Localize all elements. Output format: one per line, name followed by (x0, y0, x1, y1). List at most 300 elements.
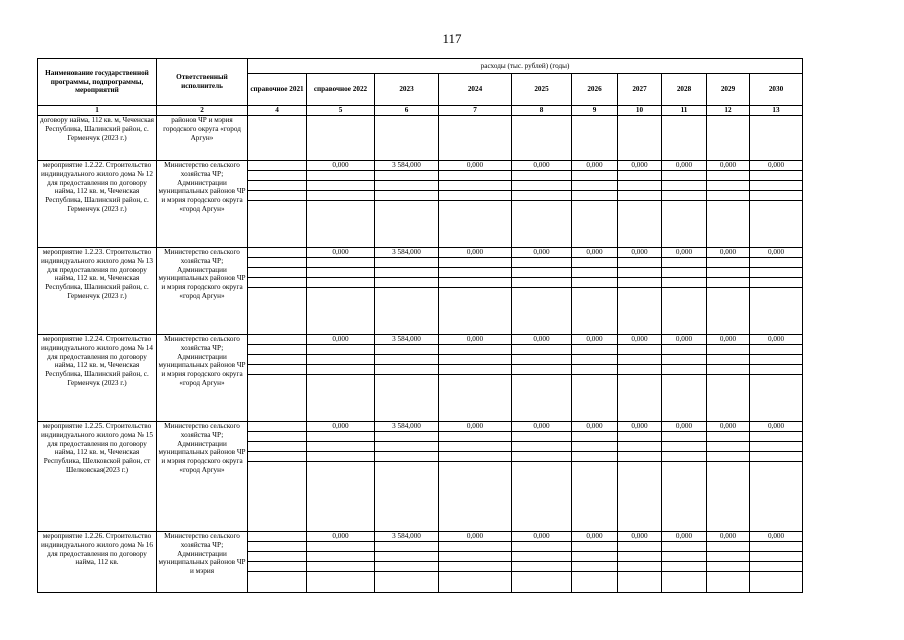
empty-cell (439, 278, 512, 288)
empty-cell (750, 171, 803, 181)
header-year: 2029 (707, 74, 750, 106)
empty-cell (512, 542, 572, 552)
empty-cell (375, 278, 439, 288)
value-cell: 0,000 (750, 532, 803, 542)
executor-name: Министерство сельского хозяйства ЧР; Администрации муниципальных районов ЧР и мэрия городского округа «город Аргун» (157, 248, 248, 335)
empty-cell (307, 191, 375, 201)
value-cell: 0,000 (662, 422, 707, 432)
empty-cell (512, 462, 572, 532)
value-cell: 0,000 (307, 161, 375, 171)
header-row (38, 59, 803, 74)
empty-cell (750, 191, 803, 201)
empty-cell (572, 191, 618, 201)
value-cell: 0,000 (707, 335, 750, 345)
empty-cell (618, 452, 662, 462)
empty-cell (248, 452, 307, 462)
value-cell: 0,000 (707, 532, 750, 542)
empty-cell (512, 345, 572, 355)
empty-cell (750, 442, 803, 452)
empty-cell (618, 171, 662, 181)
value-cell (248, 335, 307, 345)
empty-cell (572, 171, 618, 181)
empty-cell (512, 201, 572, 248)
header-year: 2026 (572, 74, 618, 106)
empty-cell (248, 562, 307, 572)
empty-cell (618, 116, 662, 161)
empty-cell (707, 288, 750, 335)
empty-cell (375, 572, 439, 593)
empty-cell (662, 355, 707, 365)
empty-cell (375, 365, 439, 375)
value-cell: 0,000 (439, 532, 512, 542)
value-cell: 0,000 (618, 335, 662, 345)
table-row (38, 422, 803, 432)
value-cell: 0,000 (307, 335, 375, 345)
empty-cell (707, 181, 750, 191)
table-header (38, 59, 803, 116)
empty-cell (307, 288, 375, 335)
empty-cell (375, 116, 439, 161)
empty-cell (439, 345, 512, 355)
empty-cell (248, 572, 307, 593)
empty-cell (572, 462, 618, 532)
table-body (38, 116, 803, 593)
header-year: 2027 (618, 74, 662, 106)
empty-cell (375, 462, 439, 532)
empty-cell (512, 258, 572, 268)
empty-cell (662, 552, 707, 562)
measure-name: мероприятие 1.2.24. Строительство индивидуального жилого дома № 14 для предоставления по договору найма, 112 кв. м, Чеченская Республика, Шалинский район, с. Герменчук (2023 г.) (38, 335, 157, 422)
measure-name: договору найма, 112 кв. м, Чеченская Республика, Шалинский район, с. Герменчук (2023 г.) (38, 116, 157, 161)
empty-cell (750, 278, 803, 288)
empty-cell (662, 452, 707, 462)
empty-cell (662, 278, 707, 288)
empty-cell (248, 442, 307, 452)
empty-cell (512, 191, 572, 201)
empty-cell (439, 552, 512, 562)
empty-cell (750, 542, 803, 552)
empty-cell (307, 171, 375, 181)
empty-cell (375, 355, 439, 365)
value-cell: 0,000 (662, 532, 707, 542)
empty-cell (375, 375, 439, 422)
empty-cell (750, 181, 803, 191)
empty-cell (707, 171, 750, 181)
empty-cell (248, 552, 307, 562)
empty-cell (707, 462, 750, 532)
empty-cell (750, 375, 803, 422)
empty-cell (750, 258, 803, 268)
empty-cell (375, 542, 439, 552)
empty-cell (248, 288, 307, 335)
empty-cell (750, 562, 803, 572)
value-cell: 0,000 (307, 422, 375, 432)
empty-cell (307, 268, 375, 278)
value-cell: 3 584,000 (375, 422, 439, 432)
empty-cell (572, 452, 618, 462)
empty-cell (248, 191, 307, 201)
measure-name: мероприятие 1.2.26. Строительство индивидуального жилого дома № 16 для предоставления по договору найма, 112 кв. (38, 532, 157, 593)
empty-cell (248, 355, 307, 365)
empty-cell (439, 452, 512, 462)
empty-cell (248, 432, 307, 442)
empty-cell (439, 268, 512, 278)
empty-cell (512, 432, 572, 442)
empty-cell (750, 116, 803, 161)
column-numbers-row (38, 106, 803, 116)
empty-cell (375, 171, 439, 181)
empty-cell (707, 201, 750, 248)
empty-cell (375, 442, 439, 452)
empty-cell (662, 562, 707, 572)
empty-cell (307, 552, 375, 562)
value-cell: 0,000 (512, 532, 572, 542)
table-row (38, 532, 803, 542)
value-cell (248, 248, 307, 258)
value-cell: 0,000 (750, 161, 803, 171)
empty-cell (307, 375, 375, 422)
value-cell: 0,000 (750, 248, 803, 258)
empty-cell (248, 268, 307, 278)
value-cell: 0,000 (707, 422, 750, 432)
empty-cell (618, 562, 662, 572)
empty-cell (750, 288, 803, 335)
empty-cell (248, 181, 307, 191)
empty-cell (662, 442, 707, 452)
empty-cell (750, 572, 803, 593)
empty-cell (248, 375, 307, 422)
empty-cell (439, 375, 512, 422)
empty-cell (307, 365, 375, 375)
header-year: 2028 (662, 74, 707, 106)
value-cell: 0,000 (707, 161, 750, 171)
empty-cell (375, 432, 439, 442)
empty-cell (512, 181, 572, 191)
empty-cell (572, 201, 618, 248)
value-cell: 0,000 (618, 161, 662, 171)
empty-cell (662, 171, 707, 181)
empty-cell (439, 365, 512, 375)
value-cell: 0,000 (572, 335, 618, 345)
value-cell: 0,000 (439, 248, 512, 258)
value-cell (248, 161, 307, 171)
table-row (38, 161, 803, 171)
executor-name: Министерство сельского хозяйства ЧР; Администрации муниципальных районов ЧР и мэрия городского округа «город Аргун» (157, 335, 248, 422)
empty-cell (375, 345, 439, 355)
empty-cell (618, 365, 662, 375)
value-cell: 0,000 (662, 248, 707, 258)
column-number: 10 (618, 106, 662, 116)
empty-cell (307, 201, 375, 248)
empty-cell (439, 542, 512, 552)
empty-cell (439, 462, 512, 532)
empty-cell (307, 116, 375, 161)
empty-cell (618, 258, 662, 268)
empty-cell (707, 572, 750, 593)
empty-cell (618, 375, 662, 422)
empty-cell (512, 452, 572, 462)
empty-cell (572, 542, 618, 552)
empty-cell (572, 258, 618, 268)
empty-cell (512, 116, 572, 161)
empty-cell (618, 181, 662, 191)
empty-cell (512, 562, 572, 572)
measure-name: мероприятие 1.2.25. Строительство индивидуального жилого дома № 15 для предоставления по договору найма, 112 кв. м, Чеченская Республика, Шелковской район, ст Шелковская(2023 г.) (38, 422, 157, 532)
empty-cell (662, 268, 707, 278)
empty-cell (618, 462, 662, 532)
column-number: 13 (750, 106, 803, 116)
column-number: 4 (248, 106, 307, 116)
empty-cell (572, 268, 618, 278)
empty-cell (572, 355, 618, 365)
empty-cell (707, 191, 750, 201)
empty-cell (307, 258, 375, 268)
empty-cell (375, 452, 439, 462)
empty-cell (307, 181, 375, 191)
column-number: 11 (662, 106, 707, 116)
empty-cell (572, 375, 618, 422)
value-cell: 3 584,000 (375, 248, 439, 258)
value-cell: 0,000 (572, 422, 618, 432)
value-cell: 0,000 (512, 161, 572, 171)
empty-cell (439, 355, 512, 365)
table-row (38, 248, 803, 258)
value-cell: 0,000 (618, 248, 662, 258)
empty-cell (572, 278, 618, 288)
empty-cell (439, 432, 512, 442)
empty-cell (375, 562, 439, 572)
empty-cell (618, 288, 662, 335)
page-number: 117 (442, 31, 462, 46)
executor-name: районов ЧР и мэрия городского округа «город Аргун» (157, 116, 248, 161)
expenses-table (37, 58, 803, 593)
header-year: 2024 (439, 74, 512, 106)
empty-cell (439, 442, 512, 452)
column-number: 6 (375, 106, 439, 116)
value-cell: 0,000 (572, 532, 618, 542)
value-cell: 0,000 (512, 335, 572, 345)
empty-cell (750, 268, 803, 278)
empty-cell (512, 355, 572, 365)
empty-cell (307, 572, 375, 593)
empty-cell (707, 552, 750, 562)
empty-cell (307, 542, 375, 552)
value-cell: 0,000 (618, 532, 662, 542)
empty-cell (662, 258, 707, 268)
empty-cell (750, 432, 803, 442)
empty-cell (662, 365, 707, 375)
column-number: 8 (512, 106, 572, 116)
table-row (38, 335, 803, 345)
empty-cell (662, 375, 707, 422)
empty-cell (512, 552, 572, 562)
empty-cell (662, 191, 707, 201)
empty-cell (512, 171, 572, 181)
empty-cell (307, 345, 375, 355)
value-cell (248, 532, 307, 542)
empty-cell (662, 181, 707, 191)
empty-cell (439, 258, 512, 268)
value-cell: 0,000 (439, 161, 512, 171)
column-number: 7 (439, 106, 512, 116)
empty-cell (618, 191, 662, 201)
empty-cell (618, 572, 662, 593)
empty-cell (618, 278, 662, 288)
empty-cell (572, 552, 618, 562)
empty-cell (707, 452, 750, 462)
empty-cell (307, 432, 375, 442)
empty-cell (248, 345, 307, 355)
value-cell: 0,000 (707, 248, 750, 258)
empty-cell (707, 432, 750, 442)
header-year: 2030 (750, 74, 803, 106)
empty-cell (572, 345, 618, 355)
empty-cell (662, 462, 707, 532)
empty-cell (439, 191, 512, 201)
empty-cell (662, 432, 707, 442)
value-cell: 0,000 (572, 248, 618, 258)
header-col-executor: Ответственный исполнитель (157, 59, 248, 106)
column-number: 5 (307, 106, 375, 116)
empty-cell (439, 572, 512, 593)
empty-cell (707, 365, 750, 375)
empty-cell (662, 201, 707, 248)
empty-cell (512, 442, 572, 452)
empty-cell (512, 375, 572, 422)
empty-cell (618, 432, 662, 442)
empty-cell (307, 462, 375, 532)
empty-cell (439, 171, 512, 181)
empty-cell (375, 201, 439, 248)
value-cell: 0,000 (439, 335, 512, 345)
empty-cell (750, 462, 803, 532)
empty-cell (512, 268, 572, 278)
value-cell: 0,000 (662, 161, 707, 171)
empty-cell (375, 258, 439, 268)
value-cell (248, 422, 307, 432)
value-cell: 0,000 (512, 422, 572, 432)
empty-cell (618, 345, 662, 355)
value-cell: 3 584,000 (375, 161, 439, 171)
header-year: справочное 2021 (248, 74, 307, 106)
empty-cell (707, 442, 750, 452)
empty-cell (750, 345, 803, 355)
measure-name: мероприятие 1.2.22. Строительство индивидуального жилого дома № 12 для предоставления по договору найма, 112 кв. м, Чеченская Республика, Шалинский район, с. Герменчук (2023 г.) (38, 161, 157, 248)
empty-cell (707, 355, 750, 365)
header-col-name: Наименование государственной программы, подпрограммы, мероприятий (38, 59, 157, 106)
empty-cell (618, 268, 662, 278)
empty-cell (248, 171, 307, 181)
header-expenses-title: расходы (тыс. рублей) (годы) (248, 59, 803, 74)
header-year: 2023 (375, 74, 439, 106)
empty-cell (307, 562, 375, 572)
empty-cell (307, 442, 375, 452)
value-cell: 3 584,000 (375, 532, 439, 542)
value-cell: 0,000 (572, 161, 618, 171)
empty-cell (662, 542, 707, 552)
value-cell: 0,000 (307, 532, 375, 542)
value-cell: 3 584,000 (375, 335, 439, 345)
column-number: 2 (157, 106, 248, 116)
empty-cell (618, 552, 662, 562)
empty-cell (512, 288, 572, 335)
empty-cell (618, 542, 662, 552)
executor-name: Министерство сельского хозяйства ЧР; Администрации муниципальных районов ЧР и мэрия городского округа «город Аргун» (157, 161, 248, 248)
empty-cell (512, 278, 572, 288)
empty-cell (375, 181, 439, 191)
empty-cell (512, 365, 572, 375)
empty-cell (572, 288, 618, 335)
column-number: 1 (38, 106, 157, 116)
empty-cell (248, 201, 307, 248)
empty-cell (248, 365, 307, 375)
column-number: 12 (707, 106, 750, 116)
empty-cell (707, 562, 750, 572)
empty-cell (375, 288, 439, 335)
value-cell: 0,000 (750, 422, 803, 432)
executor-name: Министерство сельского хозяйства ЧР; Администрации муниципальных районов ЧР и мэрия городского округа «город Аргун» (157, 422, 248, 532)
empty-cell (307, 355, 375, 365)
empty-cell (662, 116, 707, 161)
empty-cell (439, 288, 512, 335)
table-row-continued (38, 116, 803, 161)
value-cell: 0,000 (307, 248, 375, 258)
empty-cell (707, 258, 750, 268)
header-year: 2025 (512, 74, 572, 106)
empty-cell (248, 278, 307, 288)
empty-cell (707, 268, 750, 278)
empty-cell (439, 116, 512, 161)
empty-cell (707, 278, 750, 288)
empty-cell (572, 442, 618, 452)
executor-name: Министерство сельского хозяйства ЧР; Администрации муниципальных районов ЧР и мэрия (157, 532, 248, 593)
empty-cell (248, 542, 307, 552)
empty-cell (707, 345, 750, 355)
measure-name: мероприятие 1.2.23. Строительство индивидуального жилого дома № 13 для предоставления по договору найма, 112 кв. м, Чеченская Республика, Шалинский район, с. Герменчук (2023 г.) (38, 248, 157, 335)
empty-cell (439, 181, 512, 191)
empty-cell (618, 442, 662, 452)
empty-cell (375, 552, 439, 562)
empty-cell (572, 181, 618, 191)
empty-cell (307, 452, 375, 462)
empty-cell (572, 432, 618, 442)
empty-cell (750, 552, 803, 562)
empty-cell (572, 116, 618, 161)
empty-cell (750, 365, 803, 375)
empty-cell (512, 572, 572, 593)
empty-cell (248, 462, 307, 532)
value-cell: 0,000 (512, 248, 572, 258)
empty-cell (572, 562, 618, 572)
empty-cell (618, 355, 662, 365)
empty-cell (750, 452, 803, 462)
value-cell: 0,000 (618, 422, 662, 432)
value-cell: 0,000 (662, 335, 707, 345)
empty-cell (618, 201, 662, 248)
empty-cell (707, 116, 750, 161)
empty-cell (375, 191, 439, 201)
value-cell: 0,000 (750, 335, 803, 345)
empty-cell (750, 201, 803, 248)
empty-cell (439, 201, 512, 248)
empty-cell (307, 278, 375, 288)
empty-cell (750, 355, 803, 365)
empty-cell (439, 562, 512, 572)
empty-cell (707, 542, 750, 552)
empty-cell (375, 268, 439, 278)
header-year: справочное 2022 (307, 74, 375, 106)
empty-cell (572, 365, 618, 375)
